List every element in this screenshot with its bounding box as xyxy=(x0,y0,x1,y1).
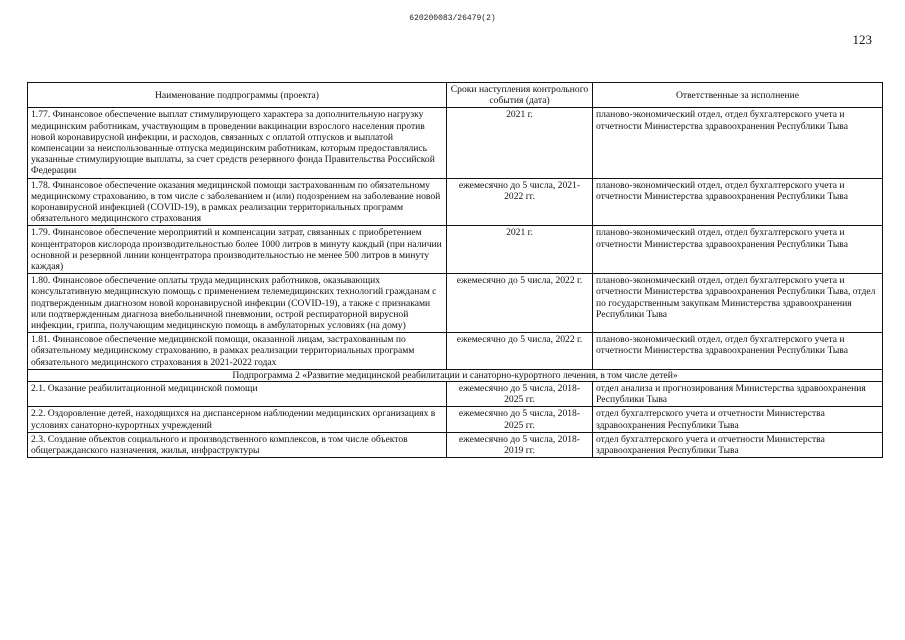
row-name-cell: 2.2. Оздоровление детей, находящихся на диспансерном наблюдении медицинских организациях в условиях санаторно-курортных учреждений xyxy=(28,407,447,432)
table-row xyxy=(28,333,883,370)
row-date-cell: 2021 г. xyxy=(447,108,593,178)
row-responsible-cell: планово-экономический отдел, отдел бухгалтерского учета и отчетности Министерства здравоохранения Республики Тыва xyxy=(593,178,883,226)
row-responsible-cell: планово-экономический отдел, отдел бухгалтерского учета и отчетности Министерства здравоохранения Республики Тыва xyxy=(593,108,883,178)
row-name-cell: 1.78. Финансовое обеспечение оказания медицинской помощи застрахованным по обязательному медицинскому страхованию, в том числе с заболеванием и (или) подозрением на заболевание новой коронавирусной инфекцией (COVID-19), в рамках реализации территориальных программ обязательного медицинского страхования xyxy=(28,178,447,226)
row-date-cell: ежемесячно до 5 числа, 2022 г. xyxy=(447,333,593,370)
table-body-section xyxy=(28,369,883,381)
row-date-cell: ежемесячно до 5 числа, 2018-2025 гг. xyxy=(447,407,593,432)
row-date-cell: ежемесячно до 5 числа, 2021-2022 гг. xyxy=(447,178,593,226)
column-header-name: Наименование подпрограммы (проекта) xyxy=(28,83,447,108)
row-responsible-cell: отдел анализа и прогнозирования Министерства здравоохранения Республики Тыва xyxy=(593,382,883,407)
row-responsible-cell: отдел бухгалтерского учета и отчетности Министерства здравоохранения Республики Тыва xyxy=(593,407,883,432)
program-table xyxy=(27,82,883,458)
table-row xyxy=(28,407,883,432)
row-name-cell: 1.81. Финансовое обеспечение медицинской помощи, оказанной лицам, застрахованным по обязательному медицинскому страхованию, в рамках реализации территориальных программ обязательного медицинского страхования в 2021-2022 годах xyxy=(28,333,447,370)
page-number: 123 xyxy=(852,32,872,47)
row-date-cell: ежемесячно до 5 числа, 2018-2019 гг. xyxy=(447,432,593,457)
table-row xyxy=(28,432,883,457)
column-header-responsible: Ответственные за исполнение xyxy=(593,83,883,108)
row-name-cell: 1.79. Финансовое обеспечение мероприятий и компенсации затрат, связанных с приобретением концентраторов кислорода производительностью более 1000 литров в минуту каждый (при наличии основной и резервной линии концентратора производительностью не менее 500 литров в минуту каждая) xyxy=(28,226,447,274)
table-row xyxy=(28,382,883,407)
row-name-cell: 2.1. Оказание реабилитационной медицинской помощи xyxy=(28,382,447,407)
row-responsible-cell: планово-экономический отдел, отдел бухгалтерского учета и отчетности Министерства здравоохранения Республики Тыва xyxy=(593,226,883,274)
table-row xyxy=(28,274,883,333)
table-body-subprogram-2 xyxy=(28,382,883,458)
document-id: 620200083/26479(2) xyxy=(409,14,496,23)
row-name-cell: 2.3. Создание объектов социального и производственного комплексов, в том числе объектов общегражданского назначения, жилья, инфраструктуры xyxy=(28,432,447,457)
section-title: Подпрограмма 2 «Развитие медицинской реабилитации и санаторно-курортного лечения, в том числе детей» xyxy=(28,369,883,381)
table-row xyxy=(28,226,883,274)
table-header-row xyxy=(28,83,883,108)
table-body-subprogram-1 xyxy=(28,108,883,369)
row-responsible-cell: отдел бухгалтерского учета и отчетности Министерства здравоохранения Республики Тыва xyxy=(593,432,883,457)
row-responsible-cell: планово-экономический отдел, отдел бухгалтерского учета и отчетности Министерства здравоохранения Республики Тыва xyxy=(593,333,883,370)
table-row xyxy=(28,178,883,226)
table-row xyxy=(28,108,883,178)
section-row xyxy=(28,369,883,381)
row-date-cell: ежемесячно до 5 числа, 2018-2025 гг. xyxy=(447,382,593,407)
row-name-cell: 1.80. Финансовое обеспечение оплаты труда медицинских работников, оказывающих консультативную медицинскую помощь с применением телемедицинских технологий гражданам с подтвержденным диагнозом новой коронавирусной инфекции (COVID-19), а также с признаками или подтвержденным диагноза внебольничной пневмонии, острой респираторной вирусной инфекции, гриппа, получающим медицинскую помощь в амбулаторных условиях (на дому) xyxy=(28,274,447,333)
row-responsible-cell: планово-экономический отдел, отдел бухгалтерского учета и отчетности Министерства здравоохранения Республики Тыва, отдел по государственным закупкам Министерства здравоохранения Республики Тыва xyxy=(593,274,883,333)
row-name-cell: 1.77. Финансовое обеспечение выплат стимулирующего характера за дополнительную нагрузку медицинским работникам, участвующим в проведении вакцинации взрослого населения против новой коронавирусной инфекции, и расходов, связанных с оплатой отпусков и выплатой компенсации за неиспользованные отпуска медицинским работникам, которым предоставлялись указанные стимулирующие выплаты, за счет средств резервного фонда Правительства Российской Федерации xyxy=(28,108,447,178)
column-header-date: Сроки наступления контрольного события (дата) xyxy=(447,83,593,108)
row-date-cell: 2021 г. xyxy=(447,226,593,274)
row-date-cell: ежемесячно до 5 числа, 2022 г. xyxy=(447,274,593,333)
